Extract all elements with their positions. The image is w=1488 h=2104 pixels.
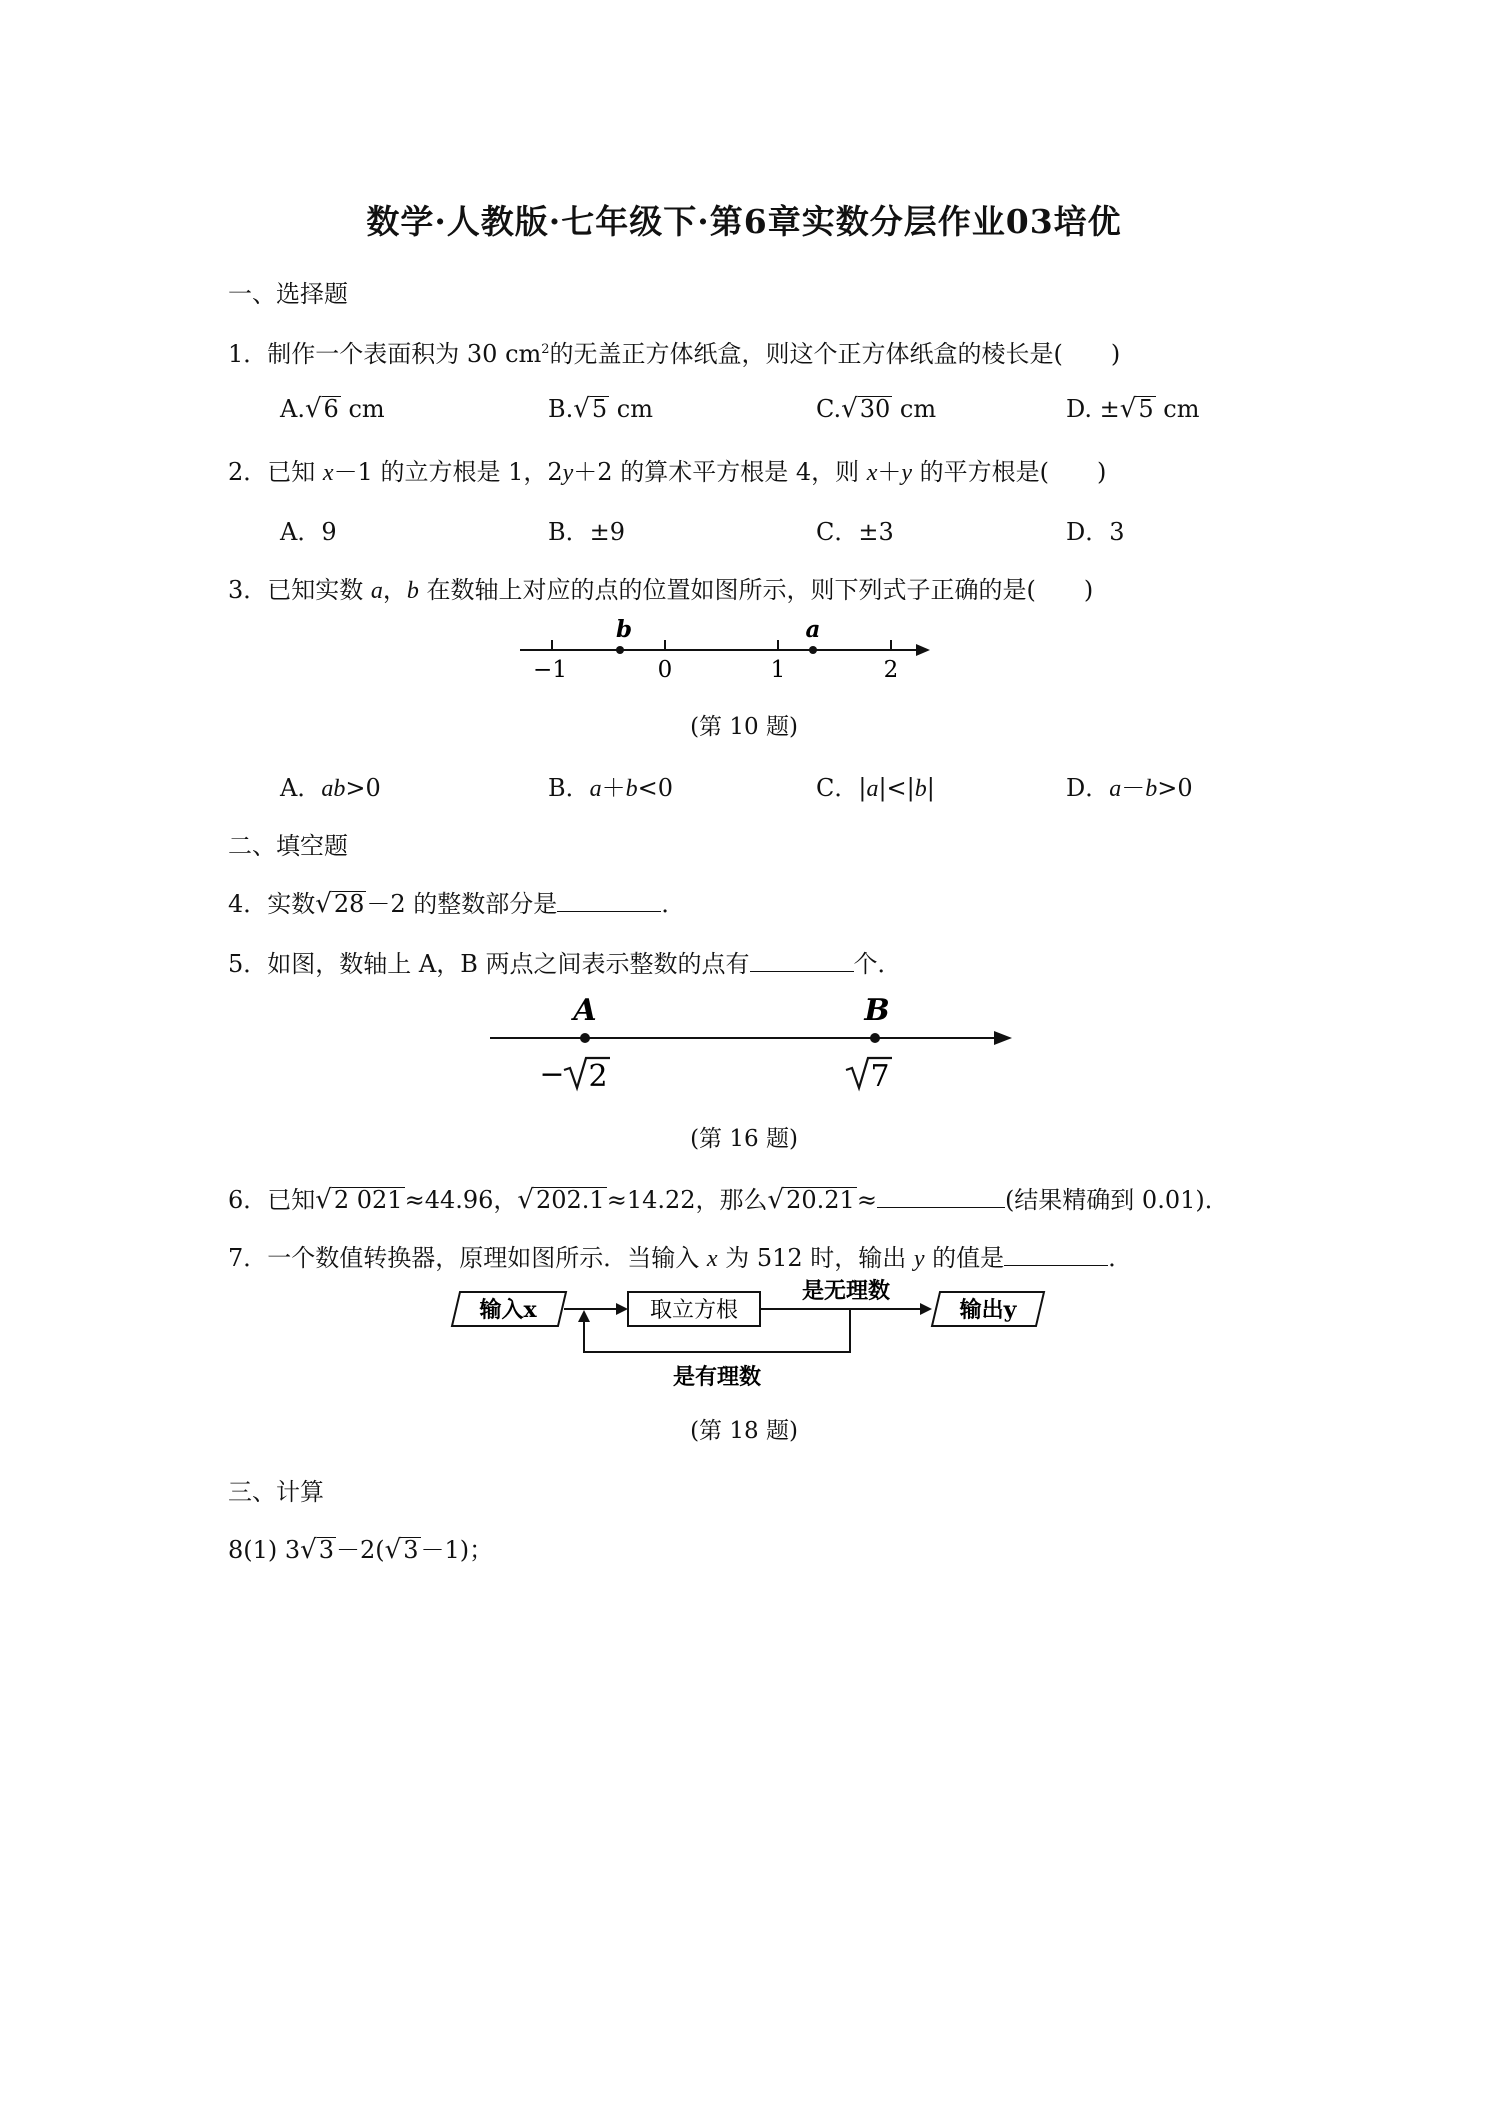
label-b: b (615, 616, 633, 643)
question-1: 1．制作一个表面积为 30 $cm^2$的无盖正方体纸盒，则这个正方体纸盒的棱长是( ) (228, 340, 1121, 368)
value-A-sign: − (539, 1057, 565, 1092)
value-A-radicand: 2 (588, 1059, 608, 1094)
point-b (616, 646, 624, 654)
answer-blank-q4[interactable] (557, 891, 661, 912)
section-heading-calc: 三、计算 (228, 1478, 324, 1506)
process-label: 取立方根 (649, 1298, 739, 1323)
label-B: B (864, 993, 890, 1028)
q2-option-b[interactable]: B．±9 (548, 518, 626, 546)
figure-caption-10: (第 10 题) (690, 714, 798, 740)
question-2: 2．已知 x－1 的立方根是 1，2y＋2 的算术平方根是 4，则 x＋y 的平方根是( ) (228, 458, 1107, 486)
q3-option-b[interactable]: B．a＋b<0 (548, 774, 674, 802)
page-title: 数学·人教版·七年级下·第6章实数分层作业03培优 (366, 202, 1122, 241)
figure-caption-16: (第 16 题) (690, 1126, 798, 1152)
number-line-figure-q3 (500, 615, 940, 690)
q3-option-d[interactable]: D．a－b>0 (1066, 774, 1193, 802)
q3-option-a[interactable]: A．ab>0 (280, 774, 381, 802)
rational-branch-label: 是有理数 (672, 1364, 762, 1390)
tick-label-2: 2 (883, 657, 899, 683)
label-A: A (573, 993, 597, 1028)
axis-arrow (994, 1031, 1012, 1045)
point-a (809, 646, 817, 654)
question-6: 6．已知√2 021≈44.96，√202.1≈14.22，那么√20.21≈ (结果精确到 0.01)． (228, 1185, 1229, 1215)
figure-caption-18: (第 18 题) (690, 1418, 798, 1444)
q3-option-c[interactable]: C．|a|<|b| (816, 774, 935, 802)
arrow-head-icon (920, 1303, 932, 1315)
tick-label-0: 0 (657, 657, 673, 683)
input-label: 输入x (479, 1297, 537, 1323)
number-line-figure-q5 (480, 990, 1020, 1100)
point-A (580, 1033, 590, 1043)
output-label: 输出y (959, 1297, 1017, 1323)
tick-label-minus1: −1 (533, 657, 567, 683)
q1-option-d[interactable]: D. ±√5 cm (1066, 394, 1200, 424)
q2-option-a[interactable]: A．9 (280, 518, 337, 546)
answer-blank-q5[interactable] (750, 951, 854, 972)
value-B-radicand: 7 (870, 1059, 890, 1094)
section-heading-choice: 一、选择题 (228, 280, 348, 308)
q2-option-d[interactable]: D．3 (1066, 518, 1125, 546)
label-a: a (805, 616, 821, 643)
arrow-head-icon (616, 1303, 628, 1315)
axis-arrow (916, 644, 930, 656)
section-heading-fill: 二、填空题 (228, 832, 348, 860)
irrational-branch-label: 是无理数 (801, 1278, 891, 1304)
question-4: 4．实数√28－2 的整数部分是 ． (228, 889, 686, 919)
flowchart-figure-q7 (440, 1272, 1060, 1397)
question-5: 5．如图，数轴上 A，B 两点之间表示整数的点有 个． (228, 950, 902, 978)
q1-option-c[interactable]: C.√30 cm (816, 394, 937, 424)
answer-blank-q7[interactable] (1004, 1245, 1108, 1266)
point-B (870, 1033, 880, 1043)
question-7: 7．一个数值转换器，原理如图所示．当输入 x 为 512 时，输出 y 的值是 ． (228, 1244, 1133, 1272)
arrow-head-icon (578, 1310, 590, 1322)
q1-option-a[interactable]: A.√6 cm (280, 394, 385, 424)
q1-option-b[interactable]: B.√5 cm (548, 394, 653, 424)
q2-option-c[interactable]: C．±3 (816, 518, 894, 546)
answer-blank-q6[interactable] (877, 1187, 1005, 1208)
tick-label-1: 1 (770, 657, 786, 683)
question-3: 3．已知实数 a，b 在数轴上对应的点的位置如图所示，则下列式子正确的是( ) (228, 576, 1094, 604)
question-8-1: 8(1) 3√3－2(√3－1)； (228, 1535, 494, 1565)
